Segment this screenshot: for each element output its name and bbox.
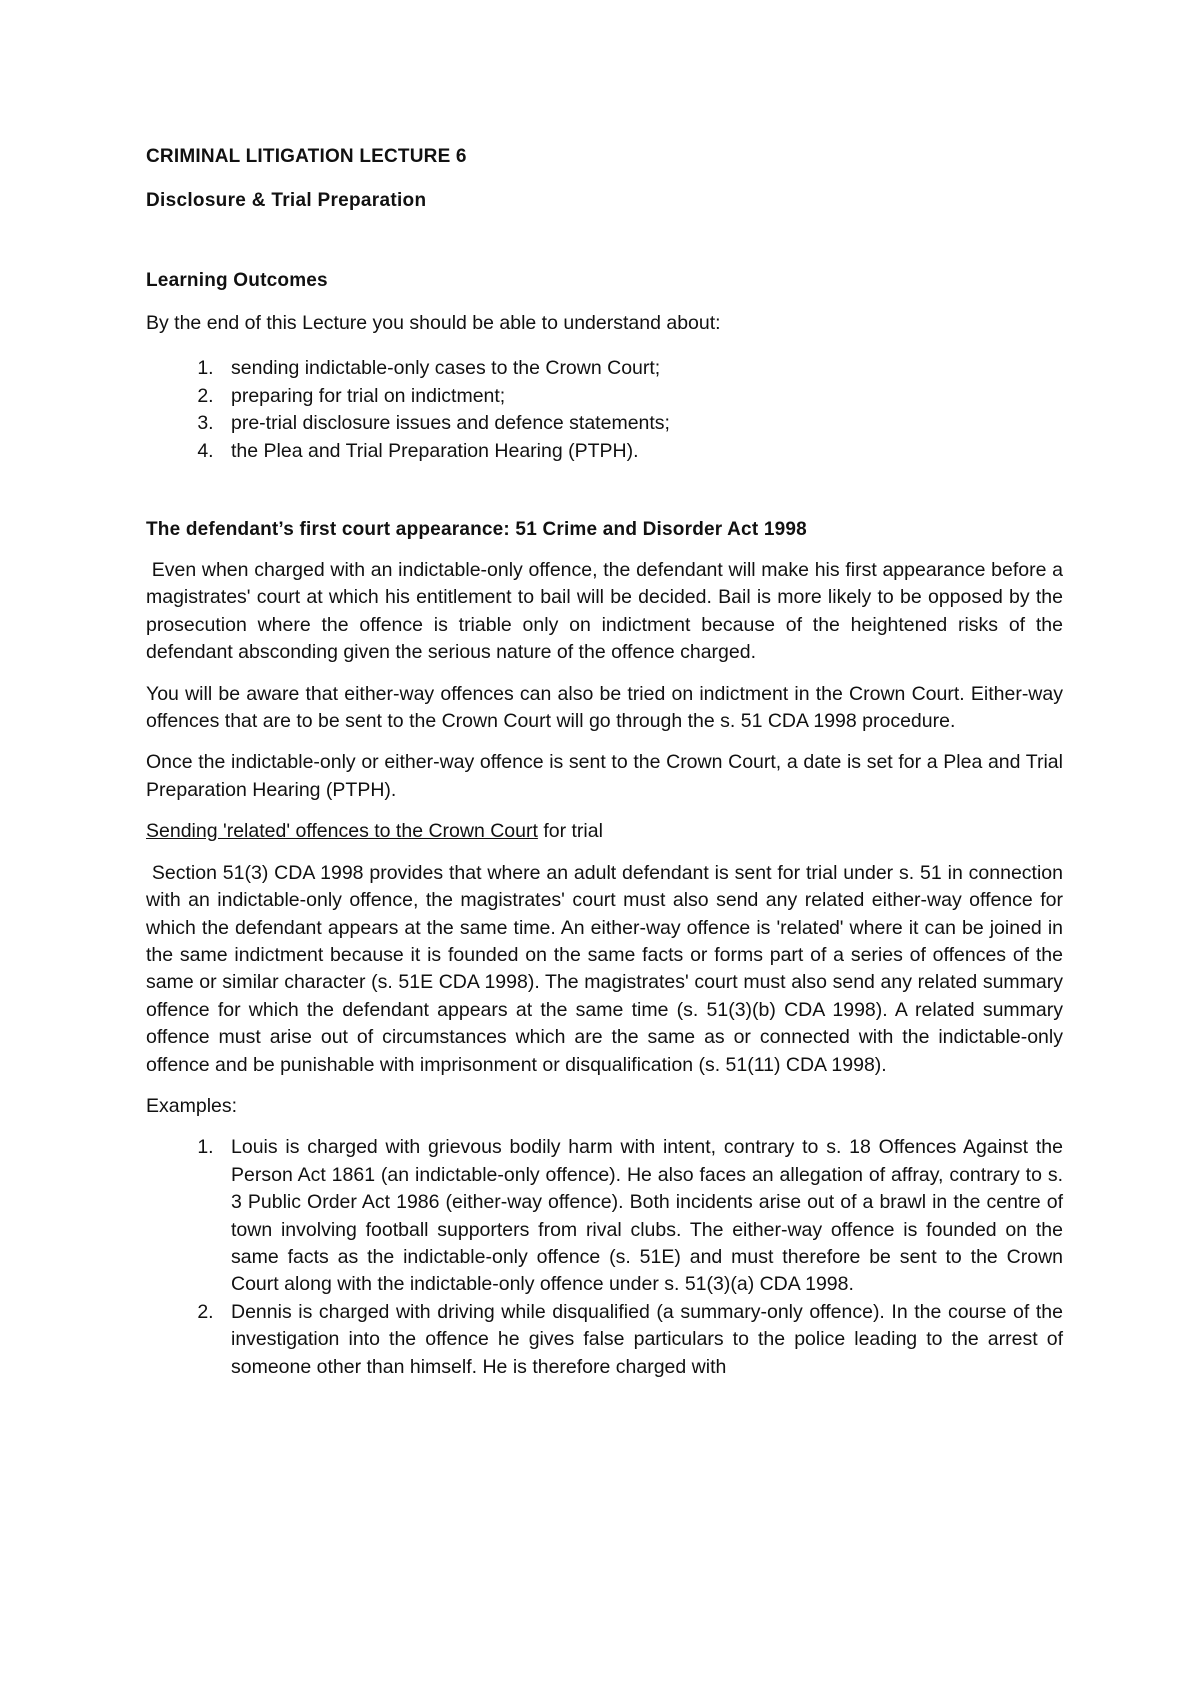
- related-offences-heading-underlined: Sending 'related' offences to the Crown Court: [146, 820, 538, 843]
- related-offences-paragraph: Section 51(3) CDA 1998 provides that where an adult defendant is sent for trial under s. 51 in connection with an indictable-only offence, the magistrates' court must also send any related either-way offence for which the defendant appears at the same time. An either-way offence is 'related' where it can be joined in the same indictment because it is founded on the same facts or forms part of a series of offences of the same or similar character (s. 51E CDA 1998). The magistrates' court must also send any related summary offence for which the defendant appears at the same time (s. 51(3)(b) CDA 1998). A related summary offence must arise out of circumstances which are the same as or connected with the indictable-only offence and be punishable with imprisonment or disqualification (s. 51(11) CDA 1998).: [146, 861, 1069, 1076]
- examples-list: [146, 1134, 1063, 1381]
- either-way-paragraph: You will be aware that either-way offences can also be tried on indictment in the Crown Court. Either-way offences that are to be sent to the Crown Court will go through the s. 51 CDA 1998 procedure.: [146, 682, 1063, 733]
- examples-label: Examples:: [146, 1094, 238, 1117]
- list-item: 4. the Plea and Trial Preparation Hearing (PTPH).: [219, 438, 1063, 465]
- related-offences-heading: [146, 818, 1063, 845]
- learning-outcomes-heading: Learning Outcomes: [146, 270, 328, 291]
- list-item: 1. sending indictable-only cases to the Crown Court;: [219, 355, 1063, 382]
- document-subtitle: Disclosure & Trial Preparation: [146, 190, 427, 211]
- first-appearance-heading: The defendant’s first court appearance: 51 Crime and Disorder Act 1998: [146, 519, 807, 541]
- list-item: 3. pre-trial disclosure issues and defence statements;: [219, 410, 1063, 437]
- document-title: CRIMINAL LITIGATION LECTURE 6: [146, 146, 467, 167]
- list-item: 1. Louis is charged with grievous bodily harm with intent, contrary to s. 18 Offences Against the Person Act 1861 (an indictable-only offence). He also faces an allegation of affray, contrary to s. 3 Public Order Act 1986 (either-way offence). Both incidents arise out of a brawl in the centre of town involving football supporters from rival clubs. The either-way offence is founded on the same facts as the indictable-only offence (s. 51E) and must therefore be sent to the Crown Court along with the indictable-only offence under s. 51(3)(a) CDA 1998.: [219, 1134, 1063, 1298]
- list-item: 2. Dennis is charged with driving while disqualified (a summary-only offence). In the course of the investigation into the offence he gives false particulars to the police leading to the arrest of someone other than himself. He is therefore charged with: [219, 1299, 1063, 1381]
- related-offences-heading-rest: for trial: [537, 820, 603, 843]
- list-item: 2. preparing for trial on indictment;: [219, 383, 1063, 410]
- learning-outcomes-intro: By the end of this Lecture you should be able to understand about:: [146, 312, 721, 334]
- first-appearance-paragraph: Even when charged with an indictable-only offence, the defendant will make his first appearance before a magistrates' court at which his entitlement to bail will be decided. Bail is more likely to be opposed by the prosecution where the offence is triable only on indictment because of the heightened risks of the defendant absconding given the serious nature of the offence charged.: [146, 559, 1069, 664]
- ptph-paragraph: Once the indictable-only or either-way offence is sent to the Crown Court, a date is set for a Plea and Trial Preparation Hearing (PTPH).: [146, 751, 1063, 801]
- learning-outcomes-list: [146, 355, 1063, 465]
